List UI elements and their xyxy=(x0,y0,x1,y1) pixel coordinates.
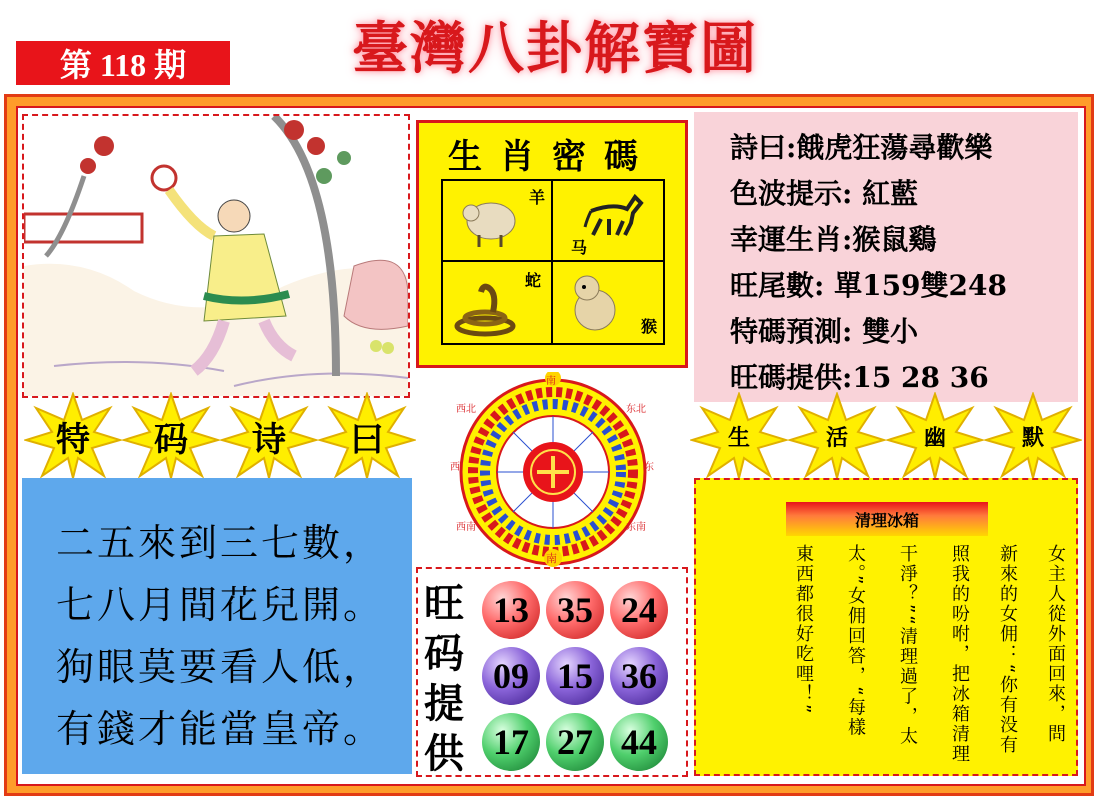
zodiac-cell-monkey xyxy=(553,262,663,343)
wheel-direction-southwest: 西南 xyxy=(456,522,476,533)
lucky-numbers-label: 旺码提供 xyxy=(424,580,464,777)
star-badge xyxy=(220,392,318,480)
star-badge xyxy=(788,392,886,480)
number-ball: 09 xyxy=(482,647,540,705)
star-badge xyxy=(318,392,416,480)
star-label: 特 xyxy=(56,419,90,460)
star-badge xyxy=(122,392,220,480)
number-ball: 27 xyxy=(546,713,604,771)
story-column: 照我的吩咐，把冰箱清理 xyxy=(949,544,970,764)
poem-line: 二五來到三七數， xyxy=(56,521,385,565)
info-line: 色波提示: 紅藍 xyxy=(730,177,919,210)
info-line: 幸運生肖:猴鼠鷄 xyxy=(730,223,937,256)
star-label: 码 xyxy=(154,419,188,460)
star-label: 幽 xyxy=(923,424,946,451)
story-column: 新來的女佣：“你有没有 xyxy=(997,544,1018,756)
number-ball: 44 xyxy=(610,713,668,771)
star-label: 默 xyxy=(1021,424,1044,451)
bagua-wheel xyxy=(442,372,664,568)
star-label: 曰 xyxy=(350,419,384,460)
wheel-direction-southeast: 东南 xyxy=(626,522,646,533)
zodiac-label: 马 xyxy=(571,238,588,257)
poem-line: 有錢才能當皇帝。 xyxy=(56,707,385,751)
story-column: 太。”女佣回答，“每樣 xyxy=(845,544,866,738)
wheel-direction-west: 西 xyxy=(450,462,460,473)
info-panel xyxy=(694,112,1078,402)
snake-icon xyxy=(453,282,519,338)
zodiac-code-panel xyxy=(416,120,688,368)
star-label: 诗 xyxy=(252,419,286,460)
star-badge xyxy=(984,392,1082,480)
zodiac-cell-horse xyxy=(553,181,663,262)
story-column: 東西都很好吃哩！” xyxy=(793,544,814,716)
star-badge xyxy=(886,392,984,480)
wheel-direction-south: 南 xyxy=(546,552,557,565)
page-title: 臺灣八卦解寶圖 xyxy=(352,16,758,82)
zodiac-cell-snake xyxy=(443,262,553,343)
poem-line: 七八月間花兒開。 xyxy=(56,583,385,627)
zodiac-label: 猴 xyxy=(640,317,657,336)
number-ball: 35 xyxy=(546,581,604,639)
wheel-direction-northeast: 东北 xyxy=(626,404,646,415)
star-badge xyxy=(690,392,788,480)
info-line: 旺碼提供:15 28 36 xyxy=(730,361,989,394)
zodiac-grid xyxy=(441,179,665,345)
zodiac-label: 蛇 xyxy=(524,271,541,290)
star-label: 生 xyxy=(727,424,750,451)
story-column: 女主人從外面回來，問 xyxy=(1045,544,1066,744)
poem-line: 狗眼莫要看人低， xyxy=(56,645,385,689)
number-ball: 13 xyxy=(482,581,540,639)
info-line: 詩曰:餓虎狂蕩尋歡樂 xyxy=(730,131,993,164)
issue-badge: 第 118 期 xyxy=(16,41,230,85)
story-title: 清理冰箱 xyxy=(786,502,988,536)
wheel-direction-east: 东 xyxy=(644,462,654,473)
number-ball: 15 xyxy=(546,647,604,705)
zodiac-code-title: 生肖密碼 xyxy=(448,137,656,177)
star-label: 活 xyxy=(825,424,848,451)
zodiac-label: 羊 xyxy=(528,188,545,207)
horse-icon xyxy=(583,189,645,239)
number-ball: 17 xyxy=(482,713,540,771)
story-column: 干淨？”“清理過了，太 xyxy=(897,544,918,747)
number-ball: 24 xyxy=(610,581,668,639)
humor-story-panel xyxy=(694,478,1078,776)
lucky-numbers-panel xyxy=(416,567,688,777)
wheel-direction-south-top: 南 xyxy=(546,376,556,387)
number-ball: 36 xyxy=(610,647,668,705)
info-line: 特碼預測: 雙小 xyxy=(730,315,919,348)
monkey-icon xyxy=(565,270,625,334)
star-badge xyxy=(24,392,122,480)
info-line: 旺尾數: 單159雙248 xyxy=(730,269,1007,302)
zodiac-cell-sheep xyxy=(443,181,553,262)
sheep-icon xyxy=(461,193,521,249)
wheel-direction-northwest: 西北 xyxy=(456,404,476,415)
boy-illustration-icon xyxy=(24,116,408,396)
poem-panel xyxy=(22,478,412,774)
illustration-boy-with-ball xyxy=(22,114,410,398)
